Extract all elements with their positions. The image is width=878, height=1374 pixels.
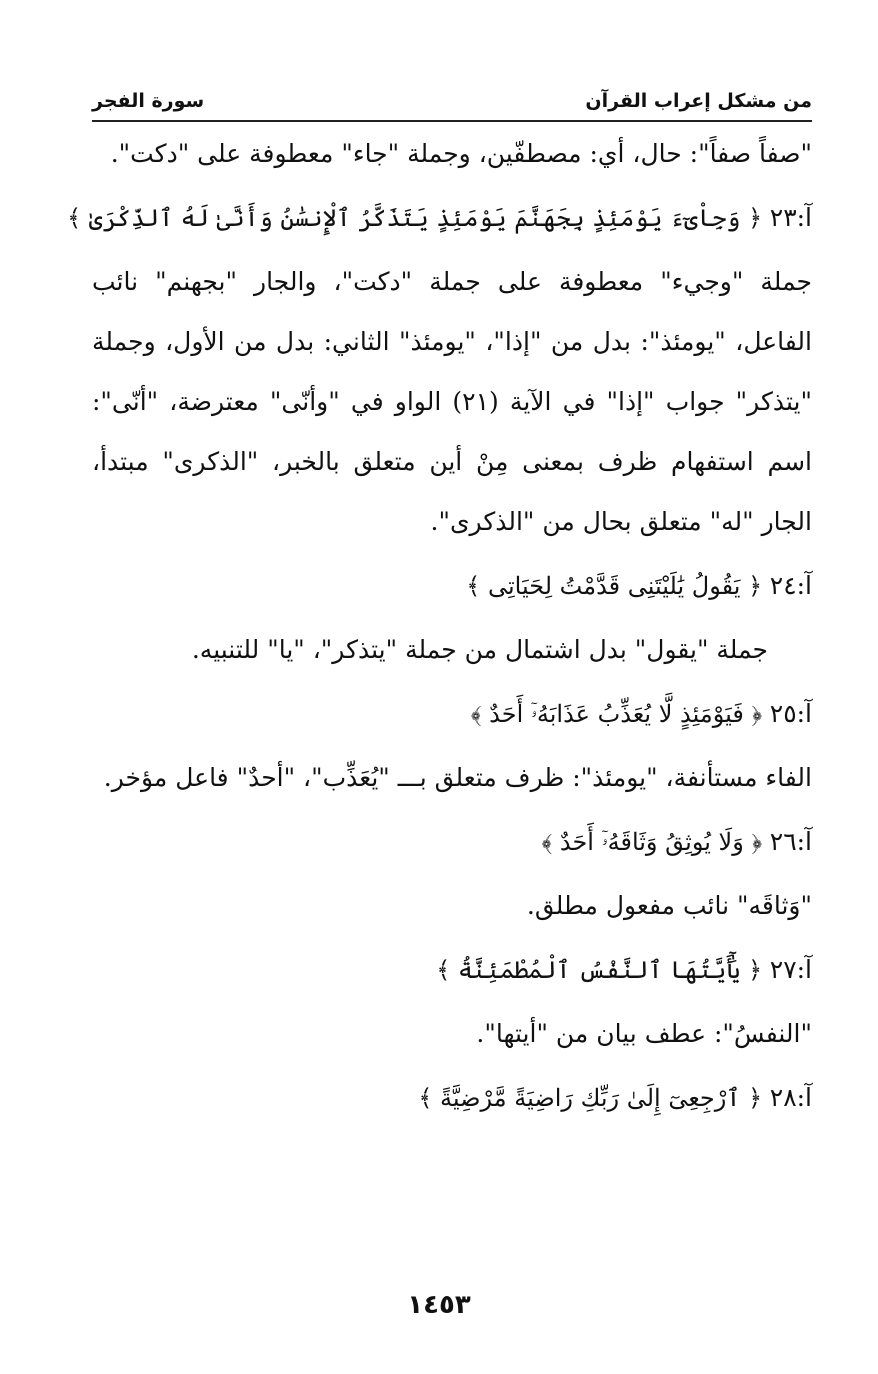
verse-ref: آ:٢٣ [769,203,812,232]
ornate-bracket-open: ﴿ [748,572,763,600]
commentary-paragraph: "صفاً صفاً": حال، أي: مصطفّين، وجملة "جاء" معطوفة على "دكت". [110,139,812,168]
verse-text: وَجِاْىٓءَ يَوْمَئِذٍ بِجَهَنَّمَ يَوْمَئِذٍ يَتَذَكَّرُ ٱلْإِنسَٰنُ وَأَنَّىٰ لَهُ ٱلذِّكْرَىٰ [88,204,741,232]
ornate-bracket-open: ﴿ [751,828,763,856]
commentary-paragraph: "وَثاقَه" نائب مفعول مطلق. [526,891,812,920]
verse-ref: آ:٢٨ [769,1083,812,1112]
verse-line [92,808,812,876]
verse-text: فَيَوْمَئِذٍ لَّا يُعَذِّبُ عَذَابَهُۥٓ أَحَدٌ [489,700,744,728]
commentary-paragraph: الفاء مستأنفة، "يومئذ": ظرف متعلق بـــ "يُعَذِّب"، "أحدٌ" فاعل مؤخر. [103,763,812,792]
verse-ref: آ:٢٥ [769,699,812,728]
verse-text: وَلَا يُوثِقُ وَثَاقَهُۥٓ أَحَدٌ [559,828,744,856]
ornate-bracket-open: ﴿ [751,700,763,728]
ornate-bracket-close: ﴾ [418,1084,433,1112]
ornate-bracket-open: ﴿ [748,1084,763,1112]
verse-line [67,184,812,252]
verse-ref: آ:٢٤ [769,571,812,600]
ornate-bracket-open: ﴿ [748,956,763,984]
verse-text: يَقُولُ يَٰلَيْتَنِى قَدَّمْتُ لِحَيَاتِى [487,572,741,600]
ornate-bracket-close: ﴾ [466,572,481,600]
commentary-paragraph: جملة "يقول" بدل اشتمال من جملة "يتذكر"، "يا" للتنبيه. [191,635,768,664]
book-title: من مشكل إعراب القرآن [585,90,812,112]
verse-line [92,1064,812,1132]
page-number: ١٤٥٣ [407,1290,471,1320]
verse-line [92,552,812,620]
verse-ref: آ:٢٧ [769,955,812,984]
ornate-bracket-close: ﴾ [67,204,82,232]
ornate-bracket-open: ﴿ [748,204,763,232]
page-body [67,124,812,1132]
verse-ref: آ:٢٦ [769,827,812,856]
surah-title: سورة الفجر [92,90,205,112]
ornate-bracket-close: ﴾ [436,956,451,984]
running-header [92,84,812,122]
commentary-paragraph: "النفسُ": عطف بيان من "أيتها". [476,1019,812,1048]
verse-text: يَٰٓأَيَّتُهَا ٱلنَّفْسُ ٱلْمُطْمَئِنَّةُ [457,956,741,984]
ornate-bracket-close: ﴾ [541,828,553,856]
verse-text: ٱرْجِعِىٓ إِلَىٰ رَبِّكِ رَاضِيَةً مَّرْضِيَّةً [440,1084,741,1112]
verse-line [92,936,812,1004]
verse-line [92,680,812,748]
ornate-bracket-close: ﴾ [470,700,482,728]
commentary-paragraph: جملة "وجيء" معطوفة على جملة "دكت"، والجار "بجهنم" نائب الفاعل، "يومئذ": بدل من "إذا"، "يومئذ" الثاني: بدل من الأول، وجملة "يتذكر" جواب "إذا" في الآية (٢١) الواو في "وأنّى" معترضة، "أنّى": اسم استفهام ظرف بمعنى مِنْ أين متعلق بالخبر، "الذكرى" مبتدأ، الجار "له" متعلق بحال من "الذكرى". [92,267,812,536]
